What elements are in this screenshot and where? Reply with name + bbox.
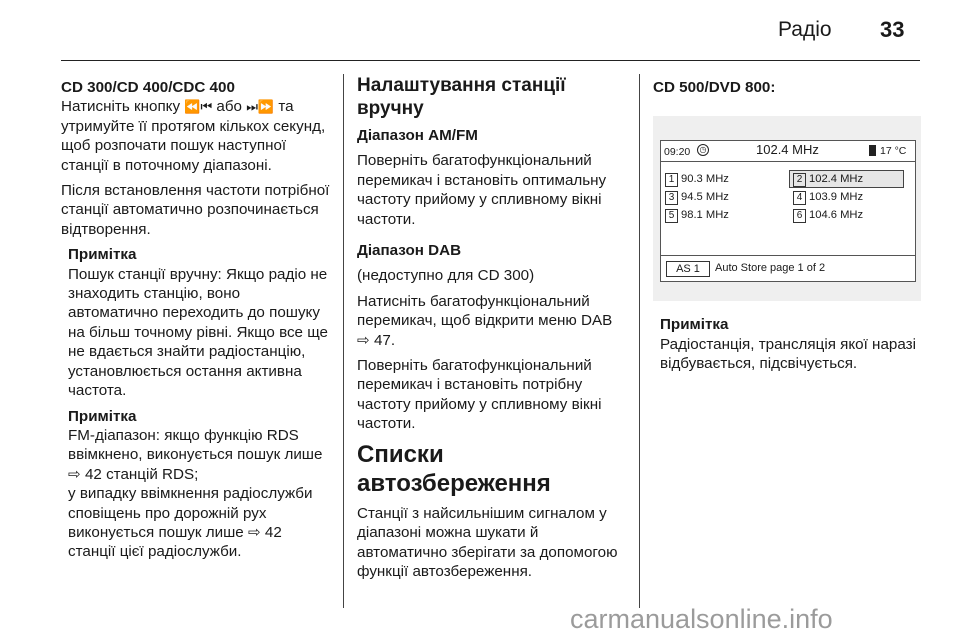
paragraph-seek: Натисніть кнопку ⏪⏮ або ⏭⏩ та утримуйте її протягом кількох секунд, щоб розпочати пошук наступної станції в поточному діапазоні. [61,98,326,174]
current-frequency: 102.4 MHz [756,142,819,158]
note-text: FM-діапазон: якщо функцію RDS ввімкнено, виконується пошук лише ⇨ 42 станцій RDS; [68,426,323,483]
preset-station-selected[interactable]: 2 102.4 MHz [789,170,904,188]
section-heading-cd300: CD 300/CD 400/CDC 400 [61,79,235,96]
note-text: Радіостанція, трансляція якої наразі відбувається, підсвічується. [660,335,916,373]
temperature-readout: 17 °C [880,145,907,158]
clock-icon: ◷ [697,144,709,156]
section-heading-manual: Налаштування станції вручну [357,75,566,119]
page-ref-link[interactable]: ⇨ 42 [68,465,102,483]
column-1 [61,78,333,568]
paragraph-autostore: Станції з найсильнішим сигналом у діапазоні можна шукати й автоматично зберігати за допомогою функції автозбереження. [357,504,618,580]
page-ref-link[interactable]: ⇨ 42 [247,523,282,541]
preset-station[interactable]: 3 94.5 MHz [665,189,729,205]
preset-station[interactable]: 5 98.1 MHz [665,207,729,223]
header-rule [61,60,920,61]
note-highlight [653,315,921,373]
column-divider-2 [639,74,640,608]
seek-forward-icon: ⏭⏩ [246,99,275,115]
radio-screen [660,140,916,282]
note-manual-search [61,245,333,562]
autostore-button[interactable]: AS 1 [666,261,710,277]
page-number: 33 [880,17,905,42]
watermark: carmanualsonline.info [570,604,833,634]
preset-station[interactable]: 6 104.6 MHz [793,207,863,223]
header-title: Радіо [778,18,832,41]
status-bar [661,141,915,162]
radio-display-illustration [653,116,921,301]
note-text: у випадку ввімкнення радіослужби сповіщень про дорожній рух виконується пошук лише ⇨ 42 станції цієї радіослужби. [68,485,313,561]
seek-back-icon: ⏪⏮ [184,99,213,115]
autostore-bar [661,255,915,281]
temperature-icon [869,145,876,156]
paragraph-dab-menu: Натисніть багатофункціональний перемикач, щоб відкрити меню DAB ⇨ 47. [357,292,613,349]
paragraph-amfm: Поверніть багатофункціональний перемикач і встановіть оптимальну частоту прийому у спливному вікні частоти. [357,152,607,228]
note-text: Пошук станції вручну: Якщо радіо не знаходить станцію, воно автоматично переходить до пошуку на більш точному рівні. Якщо все ще не вдається знайти радіостанцію, установлюється остання активна частота. [68,265,328,400]
paragraph-dab-availability: (недоступно для CD 300) [357,267,535,285]
column-2 [357,75,625,587]
subheading-amfm: Діапазон AM/FM [357,127,478,144]
page-ref-link[interactable]: ⇨ 47. [357,331,396,349]
subheading-dab: Діапазон DAB [357,242,462,260]
paragraph-playback: Після встановлення частоти потрібної станції автоматично розпочинається відтворення. [61,182,330,238]
section-heading-autostore: Списки автозбереження [357,440,551,497]
column-divider-1 [343,74,344,608]
note-title: Примітка [660,316,729,334]
column-3 [653,78,921,380]
paragraph-dab-tune: Поверніть багатофункціональний перемикач і встановіть потрібну частоту прийому у спливному вікні частоти. [357,357,602,433]
note-title: Примітка [68,246,137,264]
preset-station[interactable]: 4 103.9 MHz [793,189,863,205]
preset-station[interactable]: 1 90.3 MHz [665,171,729,187]
section-heading-cd500: CD 500/DVD 800: [653,79,776,96]
clock-time: 09:20 [664,146,691,159]
note-title: Примітка [68,407,137,425]
autostore-page-label: Auto Store page 1 of 2 [715,262,826,275]
